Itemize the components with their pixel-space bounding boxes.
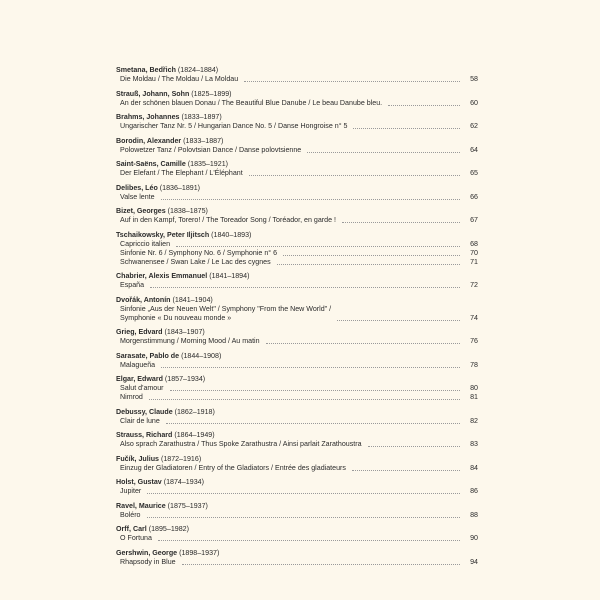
composer-heading (116, 525, 478, 534)
dot-leader (150, 287, 460, 288)
work-title: O Fortuna (120, 534, 152, 542)
dot-leader (307, 152, 460, 153)
work-title: Jupiter (120, 487, 142, 495)
composer-dates: (1833–1887) (183, 136, 224, 145)
page-number: 74 (470, 313, 478, 322)
composer-entry (116, 207, 478, 225)
dot-leader (388, 105, 460, 106)
composer-name: Saint-Saëns, Camille (116, 160, 186, 168)
page-number: 60 (470, 98, 478, 107)
composer-name: Dvořák, Antonín (116, 295, 171, 304)
composer-entry (116, 296, 478, 323)
composer-dates: (1874–1934) (163, 478, 204, 486)
composer-dates: (1864–1949) (174, 431, 215, 439)
composer-name: Elgar, Edward (116, 375, 163, 383)
composer-entry (116, 231, 478, 267)
dot-leader (244, 81, 460, 82)
page-number: 72 (470, 281, 478, 289)
composer-entry (116, 66, 478, 84)
dot-leader (368, 446, 460, 447)
composer-name: Ravel, Maurice (116, 501, 166, 510)
composer-heading (116, 207, 478, 216)
page-number: 94 (470, 557, 478, 566)
dot-leader (342, 222, 460, 223)
composer-heading (116, 455, 478, 464)
work-title: Clair de lune (120, 416, 160, 425)
work-title: Sinfonie „Aus der Neuen Welt" / Symphony "From the New World" / Symphonie « Du nouveau monde » (120, 304, 332, 322)
composer-name: Holst, Gustav (116, 478, 162, 486)
dot-leader (249, 175, 460, 176)
composer-name: Sarasate, Pablo de (116, 351, 180, 360)
composer-dates: (1898–1937) (179, 548, 220, 557)
composer-entry (116, 431, 478, 449)
work-title: España (120, 281, 145, 289)
composer-heading (116, 431, 478, 440)
composer-name: Strauß, Johann, Sohn (116, 89, 190, 98)
work-entry[interactable] (116, 216, 478, 225)
page-number: 66 (470, 192, 478, 201)
dot-leader (161, 199, 460, 200)
composer-name: Delibes, Léo (116, 183, 158, 192)
page-number: 64 (470, 145, 478, 154)
work-title: Capriccio italien (120, 239, 171, 248)
work-entry[interactable] (116, 258, 478, 267)
page-number: 67 (470, 216, 478, 224)
work-entry[interactable] (116, 511, 478, 520)
composer-dates: (1835–1921) (187, 160, 228, 168)
work-title: Malagueña (120, 360, 156, 369)
work-entry[interactable] (116, 393, 478, 402)
work-title: Schwanensee / Swan Lake / Le Lac des cygnes (120, 257, 271, 266)
composer-entry (116, 160, 478, 178)
dot-leader (147, 493, 460, 494)
composer-name: Brahms, Johannes (116, 113, 180, 121)
work-title: An der schönen blauen Donau / The Beautiful Blue Danube / Le beau Danube bleu. (120, 98, 383, 107)
composer-dates: (1844–1908) (181, 351, 222, 360)
page-number: 80 (470, 384, 478, 392)
dot-leader (166, 423, 460, 424)
page-number: 81 (470, 393, 478, 401)
composer-dates: (1862–1918) (174, 407, 215, 416)
work-entry[interactable] (116, 534, 478, 543)
work-title: Die Moldau / The Moldau / La Moldau (120, 75, 239, 83)
dot-leader (149, 399, 460, 400)
work-title: Salut d'amour (120, 384, 164, 392)
table-of-contents (116, 66, 478, 572)
work-entry[interactable] (116, 75, 478, 84)
work-title: Also sprach Zarathustra / Thus Spoke Zarathustra / Ainsi parlait Zarathoustra (120, 440, 362, 448)
composer-heading (116, 408, 478, 417)
work-entry[interactable] (116, 487, 478, 496)
composer-name: Tschaikowsky, Peter Iljitsch (116, 230, 210, 239)
work-entry[interactable] (116, 146, 478, 155)
work-title: Rhapsody in Blue (120, 557, 176, 566)
composer-name: Gershwin, George (116, 548, 178, 557)
composer-entry (116, 408, 478, 426)
composer-heading (116, 352, 478, 361)
composer-heading (116, 375, 478, 384)
composer-entry (116, 525, 478, 543)
work-title: Einzug der Gladiatoren / Entry of the Gladiators / Entrée des gladiateurs (120, 463, 346, 472)
work-title: Polowetzer Tanz / Polovtsian Dance / Danse polovtsienne (120, 145, 302, 154)
composer-name: Chabrier, Alexis Emmanuel (116, 272, 208, 280)
work-title: Der Elefant / The Elephant / L'Éléphant (120, 169, 243, 177)
composer-entry (116, 113, 478, 131)
dot-leader (161, 367, 460, 368)
composer-entry (116, 272, 478, 290)
composer-entry (116, 455, 478, 473)
work-title: Boléro (120, 510, 141, 519)
composer-heading (116, 66, 478, 75)
work-entry[interactable] (116, 193, 478, 202)
work-entry[interactable] (116, 337, 478, 346)
dot-leader (158, 540, 460, 541)
dot-leader (182, 564, 460, 565)
composer-entry (116, 328, 478, 346)
composer-heading (116, 478, 478, 487)
composer-dates: (1875–1937) (167, 501, 208, 510)
composer-heading (116, 502, 478, 511)
work-entry[interactable] (116, 281, 478, 290)
page-number: 83 (470, 440, 478, 448)
composer-entry (116, 502, 478, 520)
composer-entry (116, 549, 478, 567)
work-title: Nimrod (120, 393, 143, 401)
composer-dates: (1841–1904) (172, 295, 213, 304)
page-number: 62 (470, 122, 478, 130)
composer-heading (116, 160, 478, 169)
work-entry[interactable] (116, 122, 478, 131)
dot-leader (266, 343, 460, 344)
work-entry[interactable] (116, 361, 478, 370)
page-number: 84 (470, 463, 478, 472)
work-entry[interactable] (116, 99, 478, 108)
composer-dates: (1841–1894) (209, 272, 250, 280)
page-number: 78 (470, 360, 478, 369)
work-entry[interactable] (116, 558, 478, 567)
composer-dates: (1857–1934) (164, 375, 206, 383)
composer-entry (116, 184, 478, 202)
composer-dates: (1833–1897) (181, 113, 222, 121)
composer-name: Smetana, Bedřich (116, 66, 176, 74)
work-title: Ungarischer Tanz Nr. 5 / Hungarian Dance No. 5 / Danse Hongroise n° 5 (120, 122, 348, 130)
composer-dates: (1840–1893) (211, 230, 252, 239)
composer-heading (116, 231, 478, 240)
dot-leader (283, 255, 460, 256)
composer-dates: (1838–1875) (167, 207, 208, 215)
composer-name: Bizet, Georges (116, 207, 166, 215)
composer-dates: (1843–1907) (164, 328, 205, 336)
composer-heading (116, 137, 478, 146)
composer-dates: (1825–1899) (191, 89, 232, 98)
composer-name: Orff, Carl (116, 525, 147, 533)
composer-name: Borodin, Alexander (116, 136, 182, 145)
composer-heading (116, 113, 478, 122)
composer-name: Strauss, Richard (116, 431, 173, 439)
page-number: 86 (470, 487, 478, 495)
composer-heading (116, 184, 478, 193)
dot-leader (337, 320, 460, 321)
work-title: Auf in den Kampf, Torero! / The Toreador Song / Toréador, en garde ! (120, 216, 336, 224)
work-title: Sinfonie Nr. 6 / Symphony No. 6 / Symphonie n° 6 (120, 248, 278, 257)
page-number: 90 (470, 534, 478, 542)
composer-dates: (1895–1982) (148, 525, 189, 533)
dot-leader (176, 246, 460, 247)
composer-name: Grieg, Edvard (116, 328, 163, 336)
dot-leader (277, 264, 460, 265)
page-number: 65 (470, 169, 478, 177)
composer-name: Fučík, Julius (116, 454, 159, 463)
composer-heading (116, 328, 478, 337)
work-entry[interactable] (116, 240, 478, 249)
composer-heading (116, 90, 478, 99)
work-title: Morgenstimmung / Morning Mood / Au matin (120, 337, 260, 345)
dot-leader (353, 128, 460, 129)
dot-leader (170, 390, 460, 391)
composer-entry (116, 137, 478, 155)
page-number: 82 (470, 416, 478, 425)
composer-heading (116, 272, 478, 281)
composer-entry (116, 352, 478, 370)
composer-dates: (1836–1891) (159, 183, 201, 192)
work-entry[interactable] (116, 305, 478, 323)
page-number: 88 (470, 510, 478, 519)
work-entry[interactable] (116, 169, 478, 178)
work-entry[interactable] (116, 249, 478, 258)
composer-dates: (1824–1884) (177, 66, 219, 74)
composer-name: Debussy, Claude (116, 407, 173, 416)
work-entry[interactable] (116, 440, 478, 449)
composer-heading (116, 549, 478, 558)
composer-dates: (1872–1916) (160, 454, 202, 463)
dot-leader (147, 517, 460, 518)
work-entry[interactable] (116, 417, 478, 426)
page-number: 58 (470, 75, 478, 83)
composer-entry (116, 478, 478, 496)
dot-leader (352, 470, 460, 471)
page-number: 68 (470, 239, 478, 248)
work-title: Valse lente (120, 192, 155, 201)
page-number: 71 (470, 257, 478, 266)
composer-entry (116, 375, 478, 402)
page-number: 76 (470, 337, 478, 345)
page-number: 70 (470, 248, 478, 257)
composer-entry (116, 90, 478, 108)
composer-heading (116, 296, 478, 305)
work-entry[interactable] (116, 384, 478, 393)
work-entry[interactable] (116, 464, 478, 473)
